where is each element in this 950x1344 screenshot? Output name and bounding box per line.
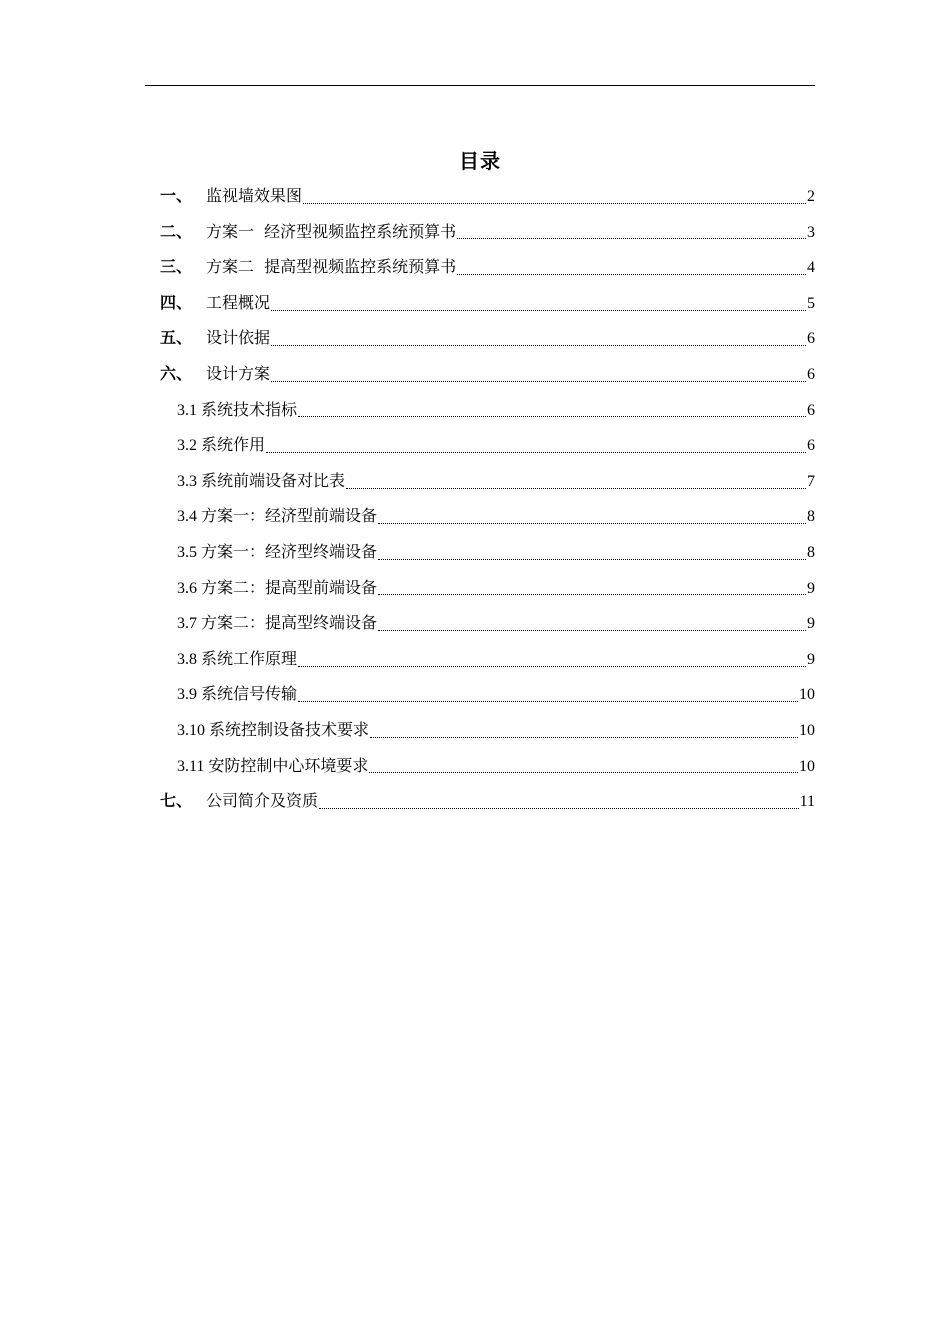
toc-entry-page-number: 8 — [807, 543, 815, 561]
toc-entry-page-number: 11 — [799, 793, 815, 811]
toc-entry-label: 方案一：经济型终端设备 — [201, 541, 378, 561]
toc-entry-number: 五、 — [160, 328, 193, 348]
toc-entry-page-number: 9 — [807, 615, 815, 633]
toc-entry-number: 3.7 — [177, 615, 197, 633]
toc-entry[interactable] — [160, 178, 815, 214]
toc-entry-page-number: 6 — [807, 401, 815, 419]
toc-entry-label: 系统前端设备对比表 — [201, 470, 346, 490]
toc-entry-page-number: 4 — [807, 259, 815, 277]
toc-entry-label: 方案二 提高型视频监控系统预算书 — [206, 257, 457, 277]
toc-entry-number: 一、 — [160, 186, 193, 205]
toc-entry-label: 监视墙效果图 — [206, 186, 303, 205]
header-rule — [145, 85, 815, 86]
toc-entry-number: 二、 — [160, 221, 193, 241]
toc-dot-leader — [370, 736, 798, 738]
toc-entry-label: 方案一：经济型前端设备 — [201, 506, 378, 526]
toc-entry[interactable] — [160, 534, 815, 570]
toc-dot-leader — [319, 807, 799, 809]
toc-entry-page-number: 2 — [807, 188, 815, 205]
toc-dot-leader — [346, 487, 806, 489]
toc-dot-leader — [378, 593, 806, 595]
toc-dot-leader — [303, 202, 806, 204]
toc-entry-number: 3.2 — [177, 437, 197, 455]
toc-entry[interactable] — [160, 463, 815, 499]
table-of-contents — [160, 178, 815, 819]
toc-dot-leader — [378, 558, 806, 560]
toc-entry-number: 3.3 — [177, 472, 197, 490]
toc-entry[interactable] — [160, 712, 815, 748]
toc-entry-page-number: 3 — [807, 223, 815, 241]
toc-entry-page-number: 6 — [807, 330, 815, 348]
toc-entry[interactable] — [160, 356, 815, 392]
toc-dot-leader — [378, 522, 806, 524]
toc-entry-label: 方案一 经济型视频监控系统预算书 — [206, 221, 457, 241]
toc-entry-page-number: 7 — [807, 472, 815, 490]
toc-entry-page-number: 6 — [807, 437, 815, 455]
toc-entry-number: 3.4 — [177, 508, 197, 526]
toc-dot-leader — [457, 273, 806, 275]
toc-dot-leader — [369, 771, 798, 773]
toc-entry-number: 3.10 — [177, 721, 205, 739]
toc-entry-number: 3.8 — [177, 650, 197, 668]
toc-dot-leader — [298, 415, 806, 417]
toc-entry-label: 系统信号传输 — [201, 684, 298, 704]
toc-entry-label: 方案二：提高型终端设备 — [201, 613, 378, 633]
toc-entry-label: 方案二：提高型前端设备 — [201, 577, 378, 597]
toc-entry-page-number: 6 — [807, 365, 815, 383]
toc-entry-number: 七、 — [160, 791, 193, 811]
toc-entry-page-number: 10 — [799, 686, 815, 704]
toc-entry[interactable] — [160, 320, 815, 356]
toc-dot-leader — [298, 665, 806, 667]
toc-entry-label: 安防控制中心环境要求 — [208, 755, 369, 775]
toc-entry-number: 三、 — [160, 257, 193, 277]
toc-dot-leader — [457, 237, 806, 239]
toc-entry[interactable] — [160, 570, 815, 606]
toc-entry-number: 3.9 — [177, 686, 197, 704]
toc-entry-number: 3.5 — [177, 543, 197, 561]
toc-entry-number: 六、 — [160, 363, 193, 383]
toc-entry-number: 四、 — [160, 292, 193, 312]
toc-dot-leader — [266, 451, 806, 453]
toc-entry-label: 设计方案 — [206, 363, 271, 383]
toc-dot-leader — [298, 700, 798, 702]
toc-entry[interactable] — [160, 392, 815, 428]
toc-entry-page-number: 9 — [807, 579, 815, 597]
toc-entry-label: 系统工作原理 — [201, 648, 298, 668]
toc-entry-number: 3.1 — [177, 401, 197, 419]
toc-entry-label: 设计依据 — [206, 328, 271, 348]
toc-entry-number: 3.11 — [177, 757, 205, 775]
toc-dot-leader — [271, 309, 806, 311]
toc-entry[interactable] — [160, 748, 815, 784]
toc-entry-page-number: 9 — [807, 650, 815, 668]
toc-entry[interactable] — [160, 498, 815, 534]
toc-title: 目录 — [459, 149, 501, 173]
toc-entry[interactable] — [160, 605, 815, 641]
toc-dot-leader — [378, 629, 806, 631]
toc-entry-page-number: 10 — [799, 757, 815, 775]
toc-entry[interactable] — [160, 249, 815, 285]
toc-entry-label: 工程概况 — [206, 292, 271, 312]
toc-entry-page-number: 8 — [807, 508, 815, 526]
toc-entry-label: 系统作用 — [201, 435, 266, 455]
toc-entry-label: 系统控制设备技术要求 — [209, 719, 370, 739]
toc-entry[interactable] — [160, 783, 815, 819]
toc-entry-number: 3.6 — [177, 579, 197, 597]
toc-entry[interactable] — [160, 285, 815, 321]
toc-dot-leader — [271, 380, 806, 382]
toc-entry[interactable] — [160, 427, 815, 463]
toc-entry-page-number: 5 — [807, 294, 815, 312]
toc-entry[interactable] — [160, 214, 815, 250]
toc-entry-page-number: 10 — [799, 721, 815, 739]
toc-entry[interactable] — [160, 676, 815, 712]
toc-entry-label: 系统技术指标 — [201, 399, 298, 419]
toc-entry-label: 公司简介及资质 — [206, 791, 319, 811]
toc-dot-leader — [271, 344, 806, 346]
toc-entry[interactable] — [160, 641, 815, 677]
